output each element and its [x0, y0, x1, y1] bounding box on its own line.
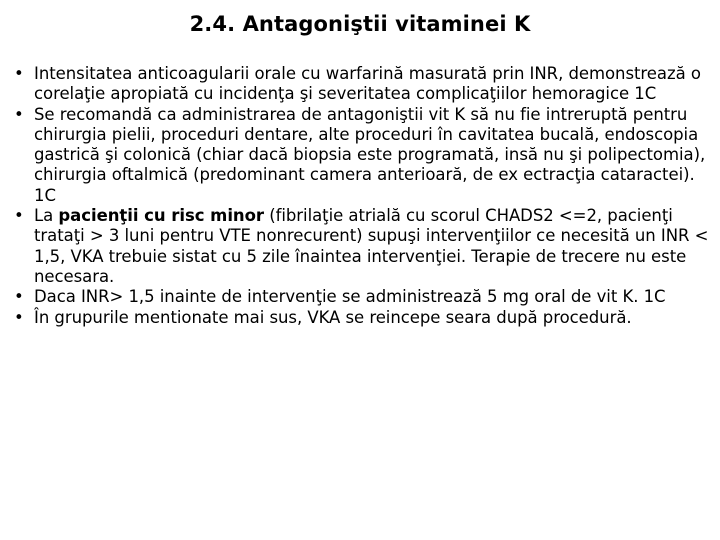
bullet-marker: • [14, 206, 24, 226]
bullet-marker: • [14, 64, 24, 83]
bullet-text: Intensitatea anticoagularii orale cu warfarină masurată prin INR, demonstrează o corelaţie apropiată cu incidenţa şi severitatea complicaţiilor hemoragice 1C [34, 64, 701, 104]
bullet-item-2 [14, 105, 714, 206]
slide-title: 2.4. Antagoniştii vitaminei K [189, 12, 531, 36]
bullet-list [14, 64, 714, 328]
bullet-marker: • [14, 287, 24, 307]
bullet-marker: • [14, 104, 24, 124]
bullet-item-4 [14, 287, 714, 307]
bullet-item-3 [14, 206, 714, 287]
bullet-text: Se recomandă ca administrarea de antagoniştii vit K să nu fie intreruptă pentru chirurgia pielii, proceduri dentare, alte proceduri în cavitatea bucală, endoscopia gastrică şi colonică (chiar dacă biopsia este programată, insă nu şi polipectomia), chirurgia oftalmică (predominant camera anterioară, de ex ectracţia cataractei). 1C [34, 104, 706, 205]
bullet-item-1 [14, 64, 714, 105]
bullet-text-before: La [34, 206, 59, 226]
bullet-text: Daca INR> 1,5 inainte de intervenţie se administrează 5 mg oral de vit K. 1C [34, 287, 666, 307]
bullet-text-after: (fibrilaţie atrială cu scorul CHADS2 <=2, pacienţi trataţi > 3 luni pentru VTE nonrecurent) supuşi intervenţiilor ce necesită un INR < 1,5, VKA trebuie sistat cu 5 zile înaintea intervenţiei. Terapie de trecere nu este necesara. [34, 206, 709, 286]
bullet-text-bold: pacienţii cu risc minor [58, 206, 264, 226]
bullet-item-5 [14, 308, 714, 328]
bullet-text: În grupurile mentionate mai sus, VKA se reincepe seara după procedură. [34, 307, 632, 327]
bullet-marker: • [14, 307, 24, 327]
